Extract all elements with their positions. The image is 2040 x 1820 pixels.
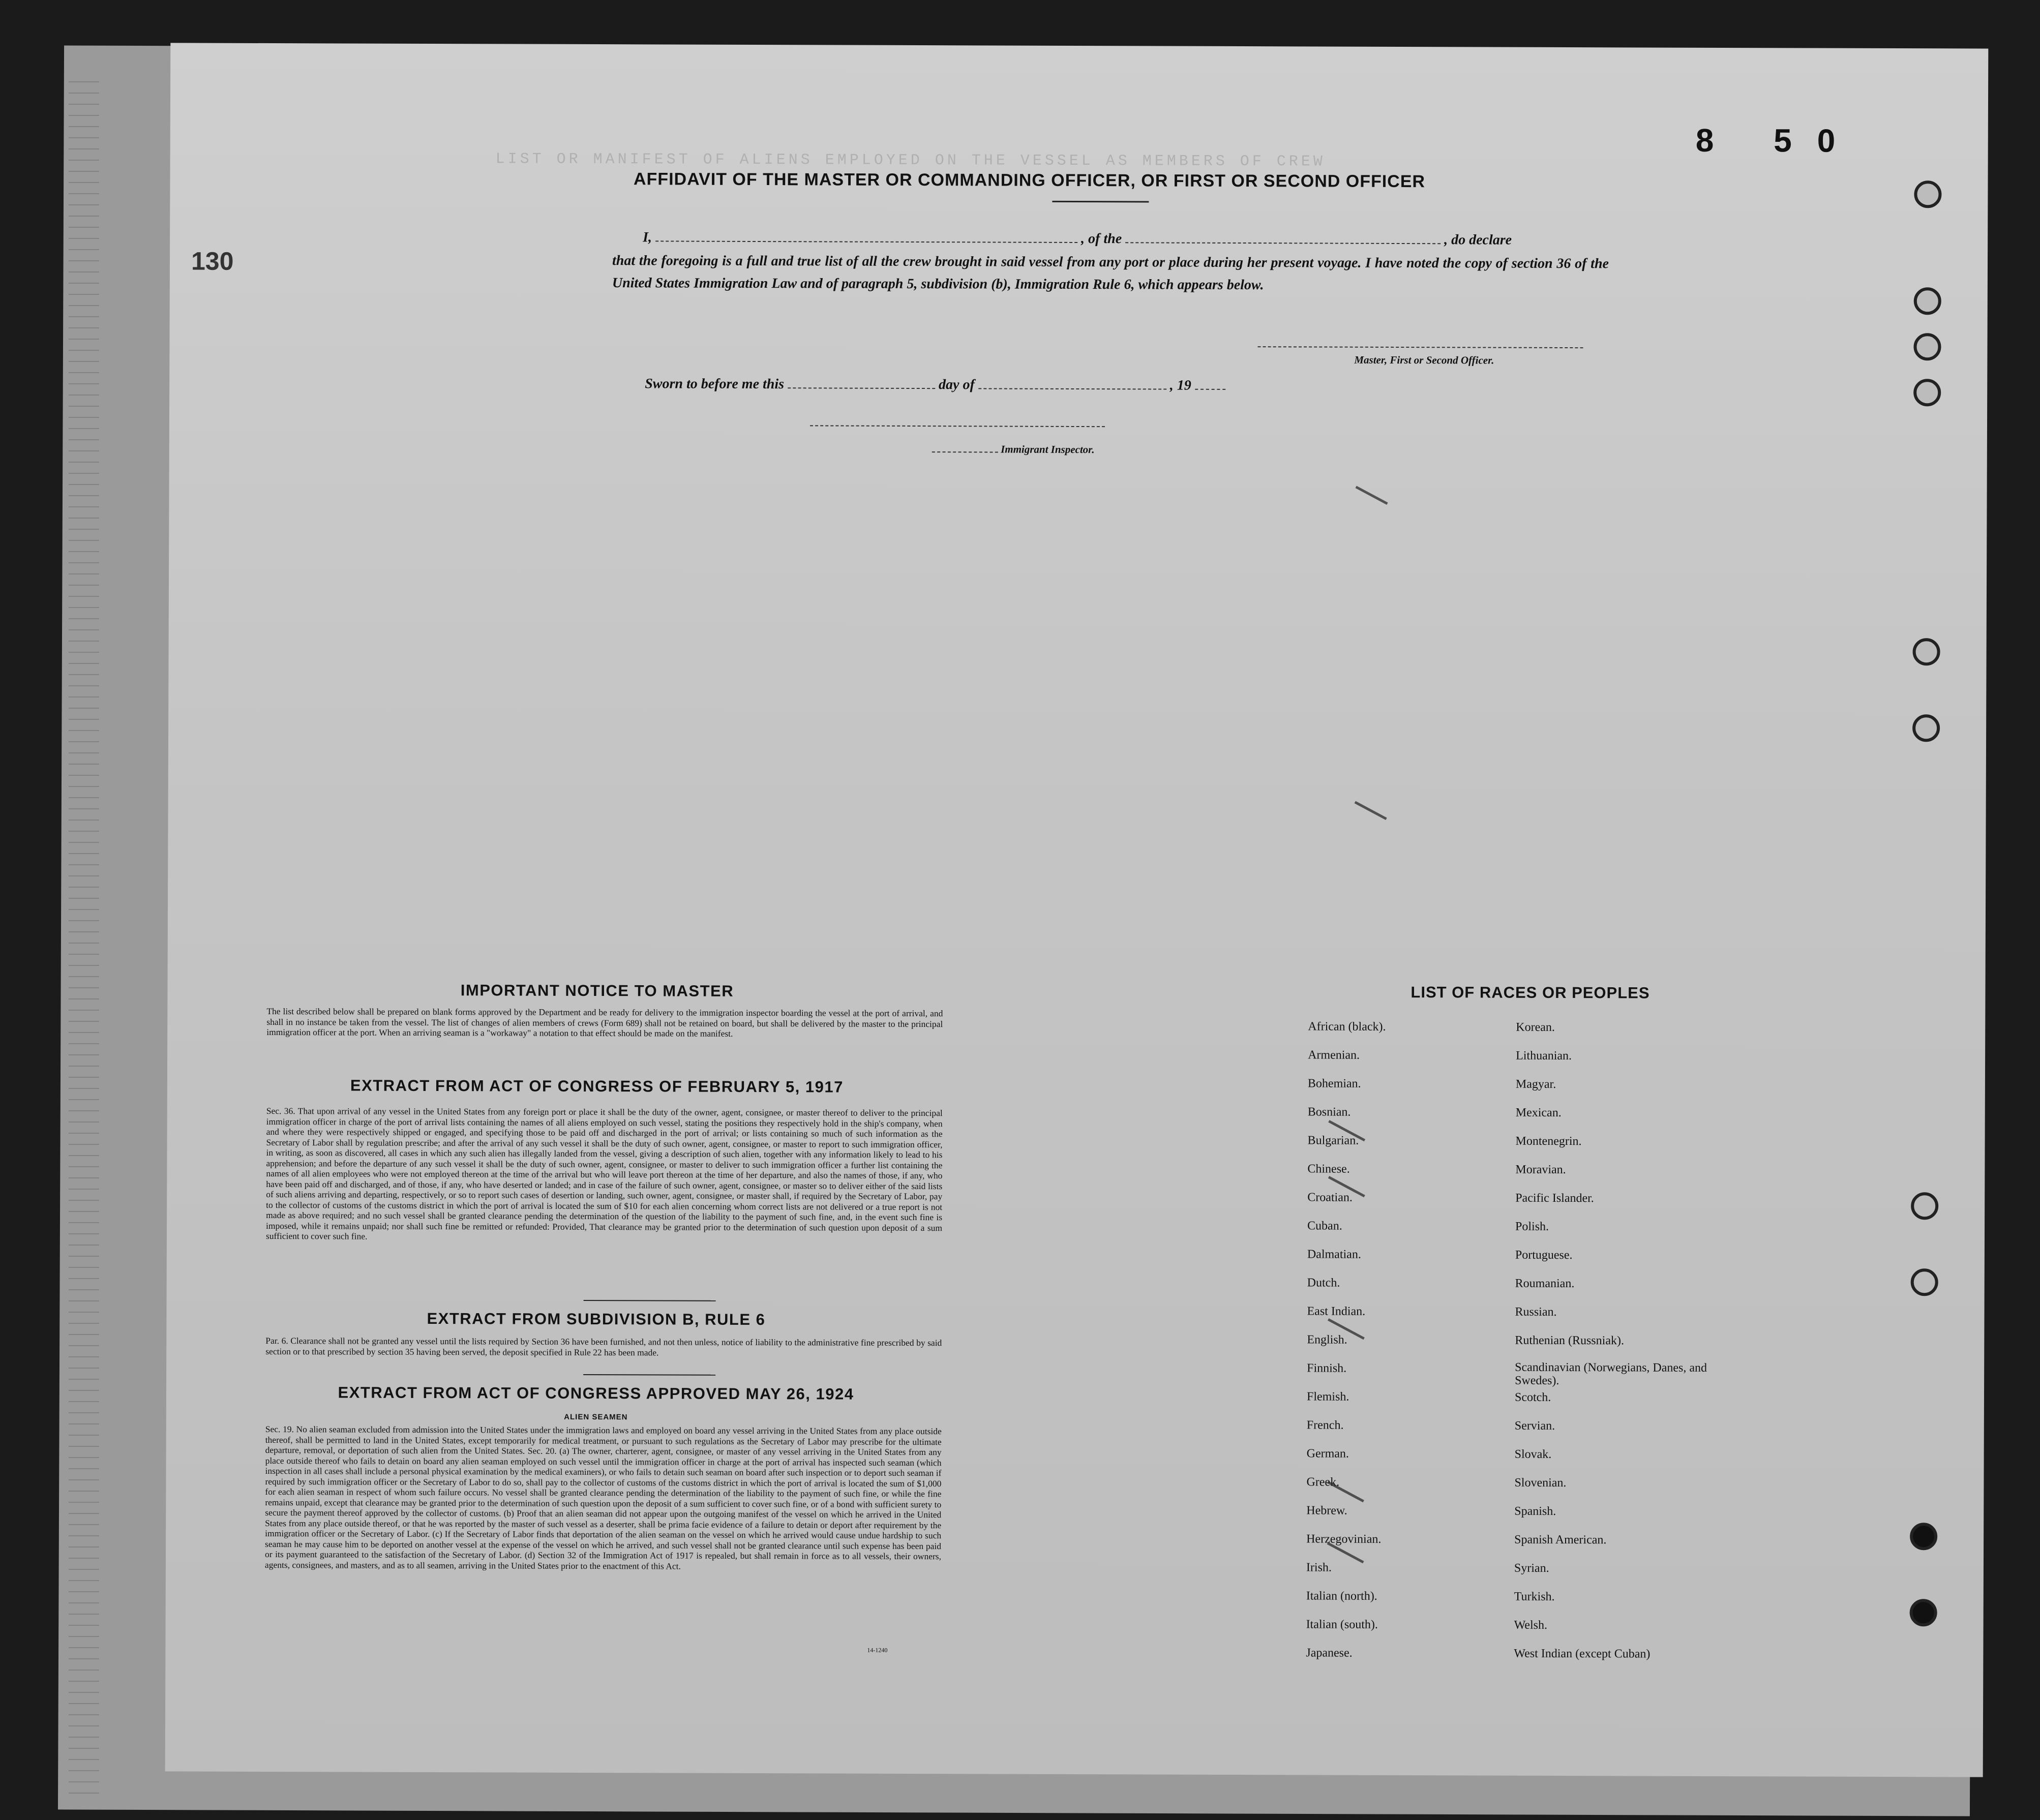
race-entry: Pacific Islander.: [1515, 1191, 1594, 1205]
race-entry: West Indian (except Cuban): [1514, 1647, 1651, 1661]
race-entry: Spanish American.: [1514, 1533, 1607, 1547]
race-entry: Moravian.: [1515, 1163, 1566, 1177]
inspector-caption: Immigrant Inspector.: [1001, 443, 1095, 456]
race-entry: Korean.: [1516, 1020, 1555, 1034]
race-entry: Portuguese.: [1515, 1248, 1573, 1262]
inspector-signature-line[interactable]: [810, 425, 1105, 427]
race-entry: Russian.: [1515, 1305, 1557, 1319]
race-entry: East Indian.: [1307, 1305, 1366, 1318]
race-entry: Greek.: [1306, 1475, 1340, 1489]
affidavit-i: I,: [643, 229, 652, 246]
affidavit-of-the: , of the: [1081, 231, 1122, 247]
punch-hole: [1911, 1268, 1938, 1296]
extract-1924-subheading: ALIEN SEAMEN: [564, 1412, 628, 1422]
bleed-through-title: LIST OR MANIFEST OF ALIENS EMPLOYED ON THE VESSEL AS MEMBERS OF CREW: [495, 150, 1326, 171]
race-entry: Italian (south).: [1306, 1618, 1378, 1631]
sworn-day-of: day of: [939, 377, 975, 393]
inspector-caption-row: [932, 438, 1095, 461]
race-entry: Montenegrin.: [1515, 1134, 1582, 1148]
sworn-year: , 19: [1169, 377, 1191, 393]
inspector-short-blank: [932, 444, 998, 452]
affidavit-declare: , do declare: [1444, 232, 1512, 248]
race-entry: Spanish.: [1514, 1504, 1556, 1518]
race-entry: Armenian.: [1308, 1048, 1360, 1062]
notice-text: The list described below shall be prepared on blank forms approved by the Department and be ready for delivery to the immigration inspector boarding the vessel at the port of arrival, and shall in no instance be taken from the vessel. The list of changes of alien members of crews (Form 689) shall not be retained on board, but shall be delivered by the master to the principal immigration officer at the port. When an arriving seaman is a "workaway" a notation to that effect should be made on the manifest.: [266, 1006, 943, 1039]
punch-hole: [1913, 638, 1940, 665]
pencil-mark: [1356, 486, 1388, 505]
race-entry: Dutch.: [1307, 1276, 1340, 1290]
races-column-2: [1514, 1013, 1750, 1669]
race-entry: Cuban.: [1307, 1219, 1342, 1233]
punch-hole: [1914, 180, 1941, 208]
race-entry: Finnish.: [1307, 1361, 1347, 1375]
master-signature-caption: Master, First or Second Officer.: [1354, 353, 1494, 367]
punch-hole: [1914, 287, 1941, 315]
sworn-year-blank[interactable]: [1195, 378, 1225, 390]
affidavit-body: that the foregoing is a full and true list of all the crew brought in said vessel from any port or place during her present voyage. I have noted the copy of section 36 of the United States Immigration Law and of paragraph 5, subdivision (b), Immigration Rule 6, which appears below.: [612, 253, 1609, 293]
race-entry: Slovenian.: [1514, 1476, 1567, 1490]
race-entry: Dalmatian.: [1307, 1248, 1361, 1261]
pencil-mark: [1355, 801, 1387, 820]
race-entry: Polish.: [1515, 1220, 1549, 1233]
notice-heading: IMPORTANT NOTICE TO MASTER: [460, 981, 734, 1000]
left-margin-mark: 130: [191, 247, 234, 276]
divider-2: [583, 1374, 715, 1376]
extract-rule6-heading: EXTRACT FROM SUBDIVISION B, RULE 6: [427, 1309, 766, 1329]
punch-hole: [1911, 1192, 1938, 1220]
race-entry: Syrian.: [1514, 1561, 1549, 1575]
race-entry: English.: [1307, 1333, 1347, 1347]
punch-hole: [1910, 1523, 1937, 1550]
extract-rule6-text: Par. 6. Clearance shall not be granted any vessel until the lists required by Section 36 have been furnished, and not then unless, notice of liability to the administrative fine prescribed by said section or to that prescribed by section 35 having been served, the deposit specified in Rule 22 has been made.: [265, 1335, 942, 1357]
race-entry: Lithuanian.: [1516, 1049, 1572, 1063]
extract-1924-heading: EXTRACT FROM ACT OF CONGRESS APPROVED MAY 26, 1924: [338, 1383, 854, 1403]
punch-hole: [1913, 379, 1941, 406]
master-signature-line[interactable]: [1257, 346, 1583, 348]
race-entry: Welsh.: [1514, 1618, 1548, 1632]
race-entry: Scandinavian (Norwegians, Danes, and Swedes).: [1515, 1360, 1707, 1387]
sworn-month-blank[interactable]: [978, 377, 1166, 389]
name-blank[interactable]: [655, 229, 1077, 243]
race-entry: Italian (north).: [1306, 1589, 1377, 1603]
affidavit-heading: AFFIDAVIT OF THE MASTER OR COMMANDING OFFICER, OR FIRST OR SECOND OFFICER: [633, 169, 1426, 192]
race-entry: Hebrew.: [1306, 1504, 1347, 1518]
race-entry: Chinese.: [1307, 1162, 1350, 1176]
race-entry: Ruthenian (Russniak).: [1515, 1333, 1625, 1348]
affidavit-line-1: [643, 226, 1711, 252]
sworn-line: [645, 373, 1225, 397]
punch-hole: [1912, 714, 1940, 742]
manifest-page: [165, 43, 1989, 1777]
race-entry: Servian.: [1514, 1419, 1555, 1433]
form-number: 14-1240: [867, 1646, 888, 1654]
race-entry: Irish.: [1306, 1561, 1332, 1574]
sworn-start: Sworn to before me this: [645, 376, 785, 392]
vessel-blank[interactable]: [1125, 231, 1441, 244]
race-entry: Flemish.: [1306, 1390, 1349, 1404]
race-entry: Herzegovinian.: [1306, 1532, 1382, 1546]
race-entry: Mexican.: [1515, 1106, 1562, 1119]
races-heading: LIST OF RACES OR PEOPLES: [1411, 983, 1650, 1002]
race-entry: Bosnian.: [1307, 1105, 1351, 1119]
extract-1917-text: Sec. 36. That upon arrival of any vessel in the United States from any foreign port or place it shall be the duty of the owner, agent, consignee, or master thereof to deliver to the principal immigration officer in charge of the port of arrival lists containing the names of all aliens employed on such vessel, stating the positions they respectively hold in the ship's company, when and where they were respectively shipped or engaged, and specifying those to be paid off and discharged in the port of arrival; or lists containing so much of such information as the Secretary of Labor shall by regulation prescribe; and after the arrival of any such vessel it shall be the duty of such owner, agent, consignee, or master to report to such immigration officer, in writing, as soon as discovered, all cases in which any such alien has illegally landed from the vessel, giving a description of such alien, together with any information likely to lead to his apprehension; and before the departure of any such vessel it shall be the duty of such owner, agent, consignee, or master to deliver to such immigration officer a further list containing the names of all alien employees who were not employed thereon at the time of the arrival but who will leave port thereon at the time of her departure, and also the names of those, if any, who have been paid off and discharged, and of those, if any, who have deserted or landed; and in case of the failure of such owner, agent, consignee, or master so to deliver either of the said lists of such aliens arriving and departing, respectively, or so to report such cases of desertion or landing, such owner, agent, consignee, or master shall, if required by the Secretary of Labor, pay to the collector of customs of the customs district in which the port of arrival is located the sum of $10 for each alien concerning whom correct lists are not delivered or a true report is not made as above required; and no such vessel shall be granted clearance pending the determination of the question of the liability to the payment of such fine, and, in the event such fine is imposed, while it remains unpaid; nor shall such fine be remitted or refunded: Provided, That clearance may be granted prior to the determination of such question upon deposit of a sum sufficient to cover such fine.: [265, 1105, 943, 1241]
race-entry: Croatian.: [1307, 1191, 1353, 1204]
punch-hole: [1913, 333, 1941, 360]
races-column-1: [1306, 1012, 1501, 1667]
race-entry: Roumanian.: [1515, 1277, 1575, 1291]
ruled-margin: [69, 71, 99, 1800]
heading-rule: [1052, 201, 1149, 203]
race-entry: Japanese.: [1306, 1646, 1353, 1660]
race-entry: Scotch.: [1514, 1390, 1551, 1404]
handwritten-number: 8 50: [1695, 122, 1861, 159]
divider-1: [584, 1300, 716, 1301]
extract-1917-heading: EXTRACT FROM ACT OF CONGRESS OF FEBRUARY 5, 1917: [350, 1076, 844, 1096]
race-entry: Turkish.: [1514, 1590, 1555, 1603]
extract-1924-text: Sec. 19. No alien seaman excluded from admission into the United States under the immigration laws and employed on board any vessel arriving in the United States from any place outside thereof, shall be permitted to land in the United States, except temporarily for medical treatment, or pursuant to such regulations as the Secretary of Labor may prescribe for the ultimate departure, removal, or deportation of such alien from the United States. Sec. 20. (a) The owner, charterer, agent, consignee, or master of any vessel arriving in the United States from any place outside thereof who fails to detain on board any alien seaman employed on such vessel until the immigration officer in charge at the port of arrival has inspected such seaman (which inspection in all cases shall include a personal physical examination by the medical examiners), or who fails to detain such seaman on board after such inspection or to deport such seaman if required by such immigration officer or the Secretary of Labor to do so, shall pay to the collector of customs of the customs district in which the port of arrival is located the sum of $1,000 for each alien seaman in respect of whom such failure occurs. No vessel shall be granted clearance pending the determination of the liability to the payment of such fine, or while the fine remains unpaid, except that clearance may be granted prior to the determination of such question upon the deposit of a sum sufficient to cover such fine, or of a bond with sufficient surety to secure the payment thereof approved by the collector of customs. (b) Proof that an alien seaman did not appear upon the outgoing manifest of the vessel on which he arrived in the United States from any place outside thereof, or that he was reported by the master of such vessel as a deserter, shall be prima facie evidence of a failure to detain or deport after requirement by the immigration officer or the Secretary of Labor. (c) If the Secretary of Labor finds that deportation of the alien seaman on the vessel on which he arrived would cause undue hardship to such seaman he may cause him to be deported on another vessel at the expense of the vessel on which he arrived, and such vessel shall not be granted clearance until such expense has been paid or its payment guaranteed to the satisfaction of the Secretary of Labor. (d) Section 32 of the Immigration Act of 1917 is repealed, but shall remain in force as to all vessels, their owners, agents, consignees, and masters, and as to all seamen, arriving in the United States prior to the enactment of this Act.: [264, 1423, 942, 1571]
punch-hole: [1910, 1599, 1937, 1626]
race-entry: Bulgarian.: [1307, 1134, 1359, 1147]
race-entry: African (black).: [1308, 1020, 1386, 1034]
race-entry: Magyar.: [1515, 1077, 1556, 1091]
race-entry: French.: [1306, 1418, 1344, 1432]
race-entry: German.: [1306, 1447, 1349, 1461]
race-entry: Bohemian.: [1307, 1077, 1361, 1090]
race-entry: Slovak.: [1514, 1447, 1552, 1461]
sworn-day-blank[interactable]: [788, 376, 935, 389]
